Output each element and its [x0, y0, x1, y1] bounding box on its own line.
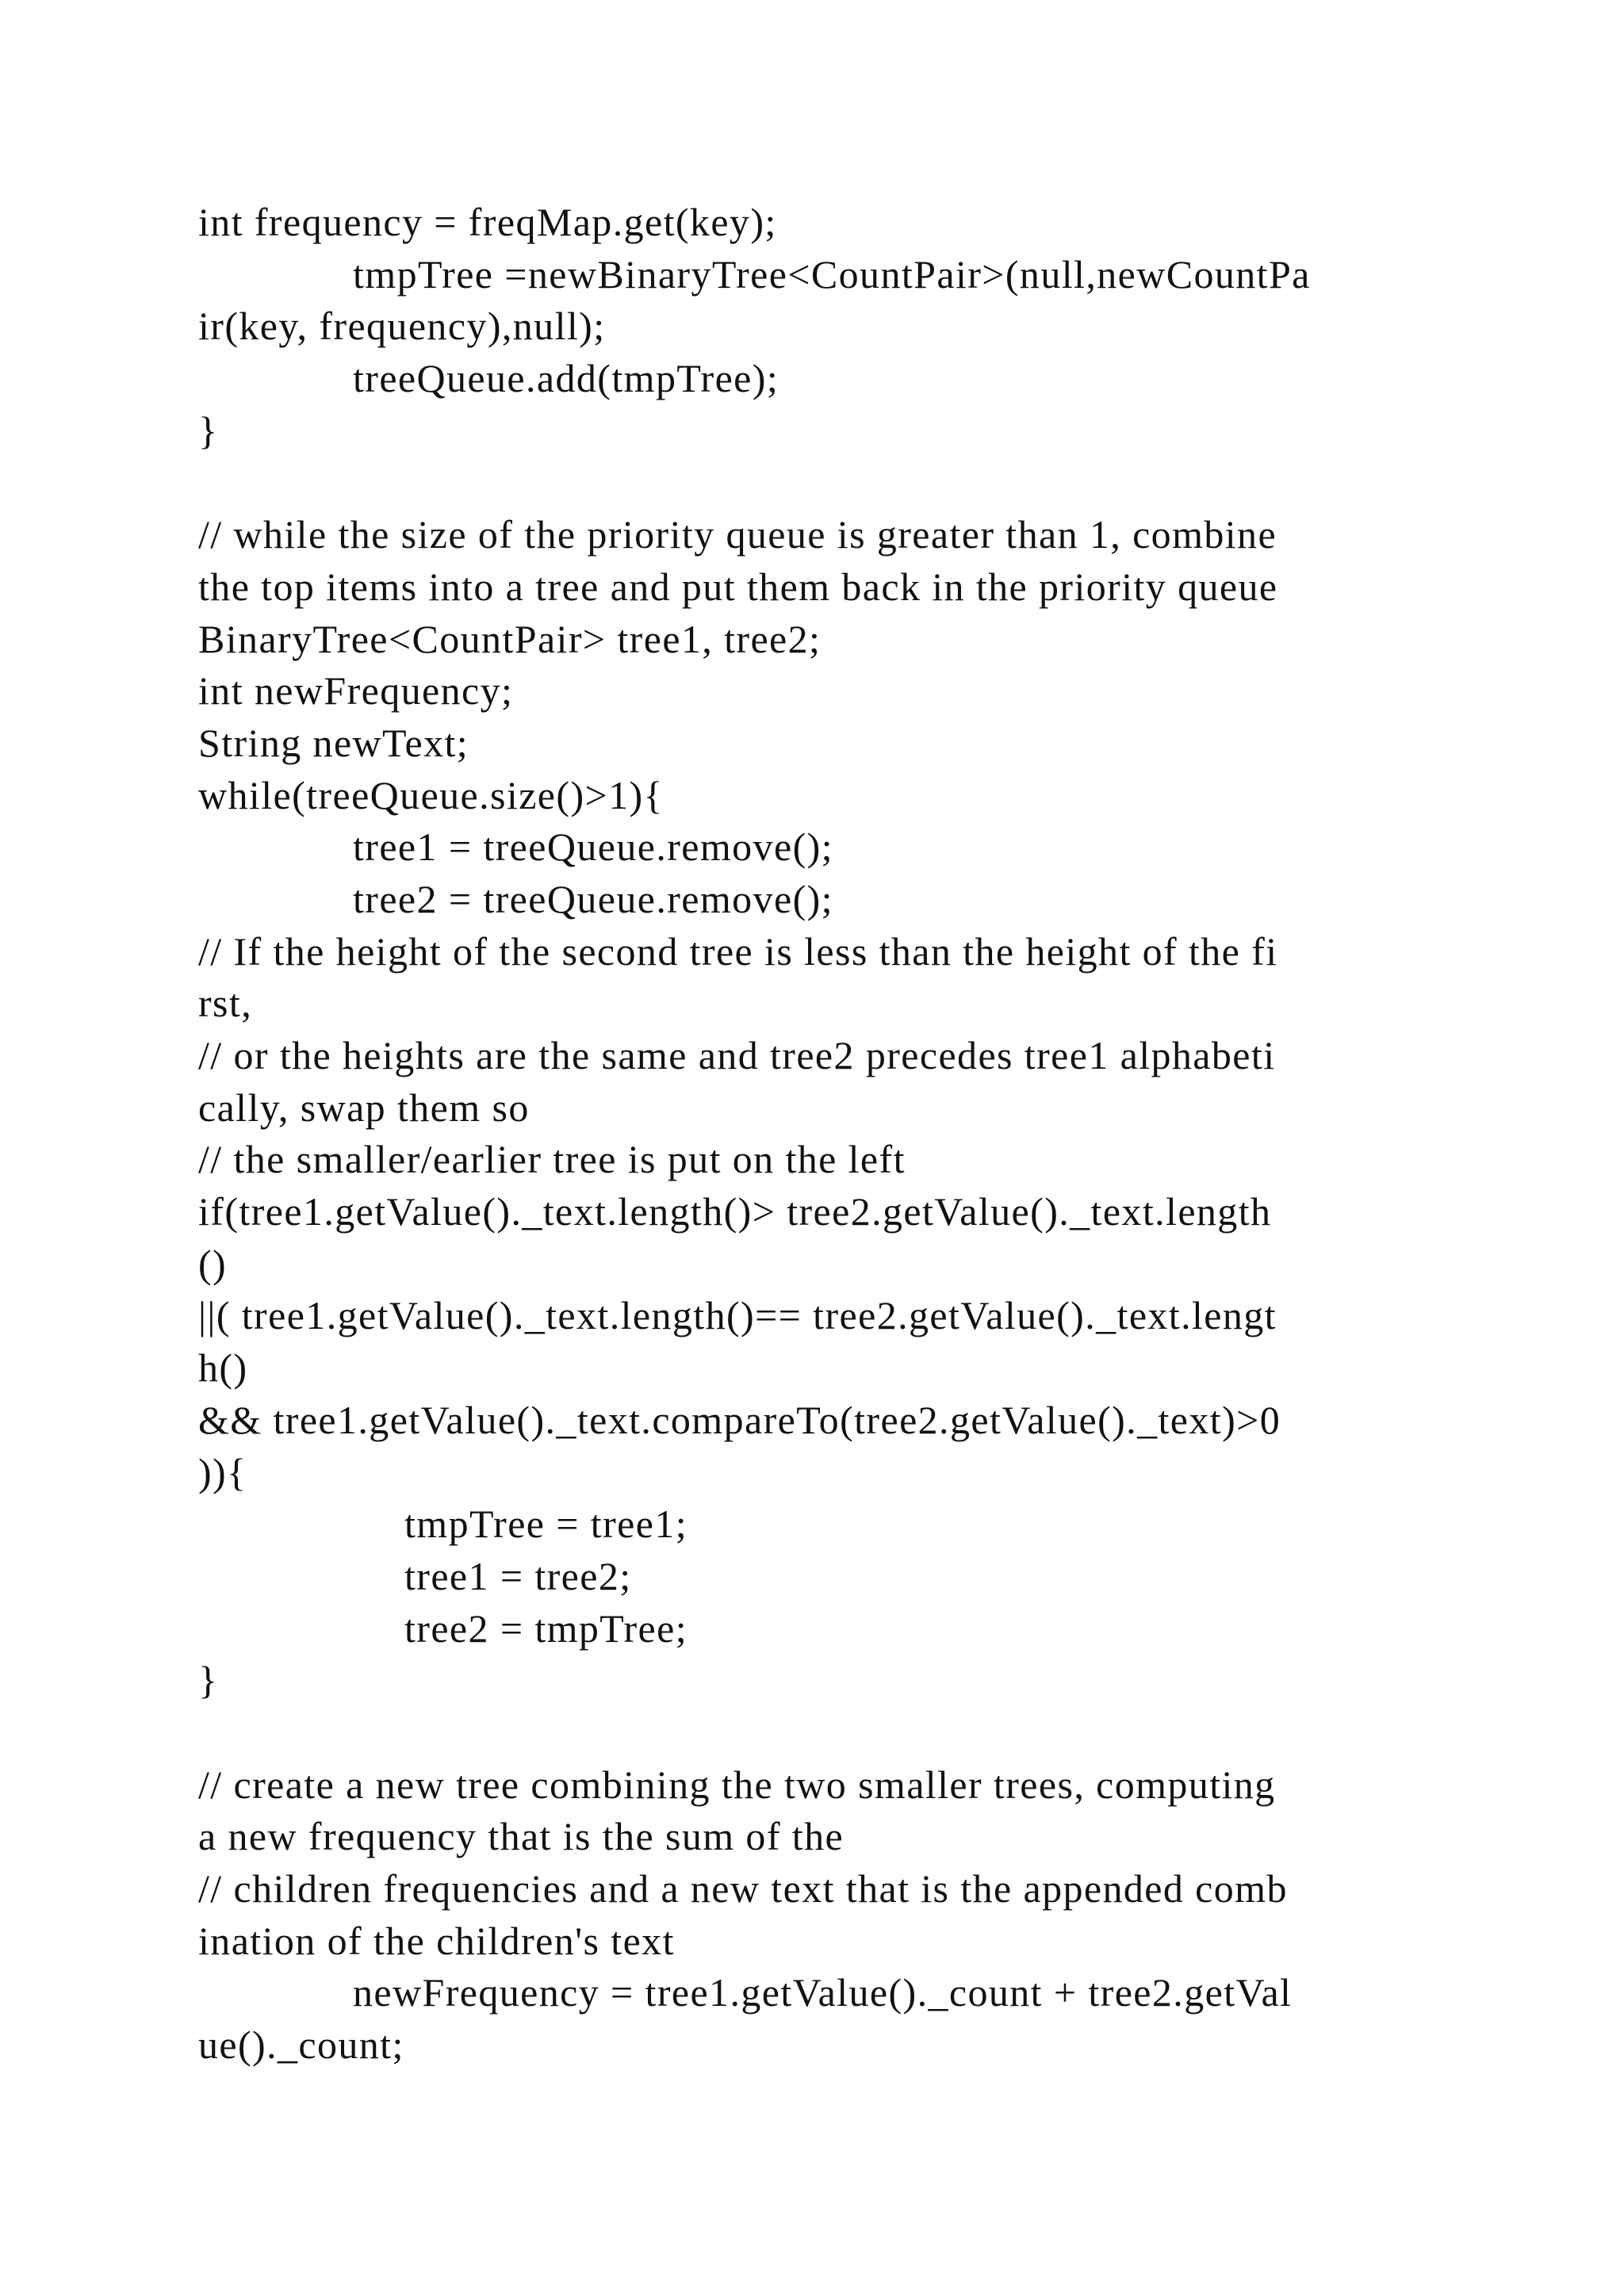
- text-line: tree2 = treeQueue.remove();: [353, 876, 833, 921]
- text-line: h(): [198, 1345, 248, 1391]
- text-line: (): [198, 1241, 228, 1286]
- text-line: int frequency = freqMap.get(key);: [198, 200, 777, 244]
- text-line: // create a new tree combining the two smaller trees, computing: [198, 1762, 1276, 1807]
- text-line: rst,: [198, 981, 253, 1026]
- blank-line: [198, 1707, 1435, 1759]
- blank-line: [198, 457, 1435, 509]
- text-line: && tree1.getValue()._text.compareTo(tree2.getValue()._text)>0: [198, 1397, 1281, 1442]
- text-line: ir(key, frequency),null);: [198, 304, 606, 349]
- text-line: the top items into a tree and put them back in the priority queue: [198, 564, 1278, 609]
- text-line: BinaryTree<CountPair> tree1, tree2;: [198, 616, 822, 661]
- text-line: String newText;: [198, 720, 469, 765]
- text-line: ||( tree1.getValue()._text.length()== tree2.getValue()._text.lengt: [198, 1293, 1277, 1338]
- text-line: tmpTree = tree1;: [404, 1502, 688, 1547]
- text-line: ination of the children's text: [198, 1918, 675, 1963]
- text-line: // or the heights are the same and tree2 precedes tree1 alphabeti: [198, 1033, 1276, 1077]
- code-text-block: [198, 197, 1435, 2072]
- text-line: }: [198, 408, 219, 453]
- text-line: tree2 = tmpTree;: [404, 1605, 688, 1651]
- text-line: // the smaller/earlier tree is put on the left: [198, 1137, 906, 1182]
- text-line: ue()._count;: [198, 2022, 404, 2068]
- text-line: int newFrequency;: [198, 668, 514, 714]
- text-line: while(treeQueue.size()>1){: [198, 772, 664, 817]
- text-line: cally, swap them so: [198, 1085, 530, 1130]
- text-line: tree1 = treeQueue.remove();: [353, 825, 833, 870]
- text-line: // children frequencies and a new text that is the appended comb: [198, 1866, 1288, 1911]
- text-line: newFrequency = tree1.getValue()._count + tree2.getVal: [353, 1970, 1293, 2015]
- text-line: // while the size of the priority queue is greater than 1, combine: [198, 512, 1277, 557]
- text-line: a new frequency that is the sum of the: [198, 1814, 845, 1859]
- text-line: )){: [198, 1449, 247, 1494]
- text-line: tree1 = tree2;: [404, 1553, 632, 1598]
- text-line: // If the height of the second tree is less than the height of the fi: [198, 928, 1278, 974]
- text-line: }: [198, 1658, 219, 1703]
- text-line: tmpTree =newBinaryTree<CountPair>(null,newCountPa: [353, 251, 1311, 297]
- text-line: if(tree1.getValue()._text.length()> tree2.getValue()._text.length: [198, 1189, 1272, 1234]
- text-line: treeQueue.add(tmpTree);: [353, 356, 779, 401]
